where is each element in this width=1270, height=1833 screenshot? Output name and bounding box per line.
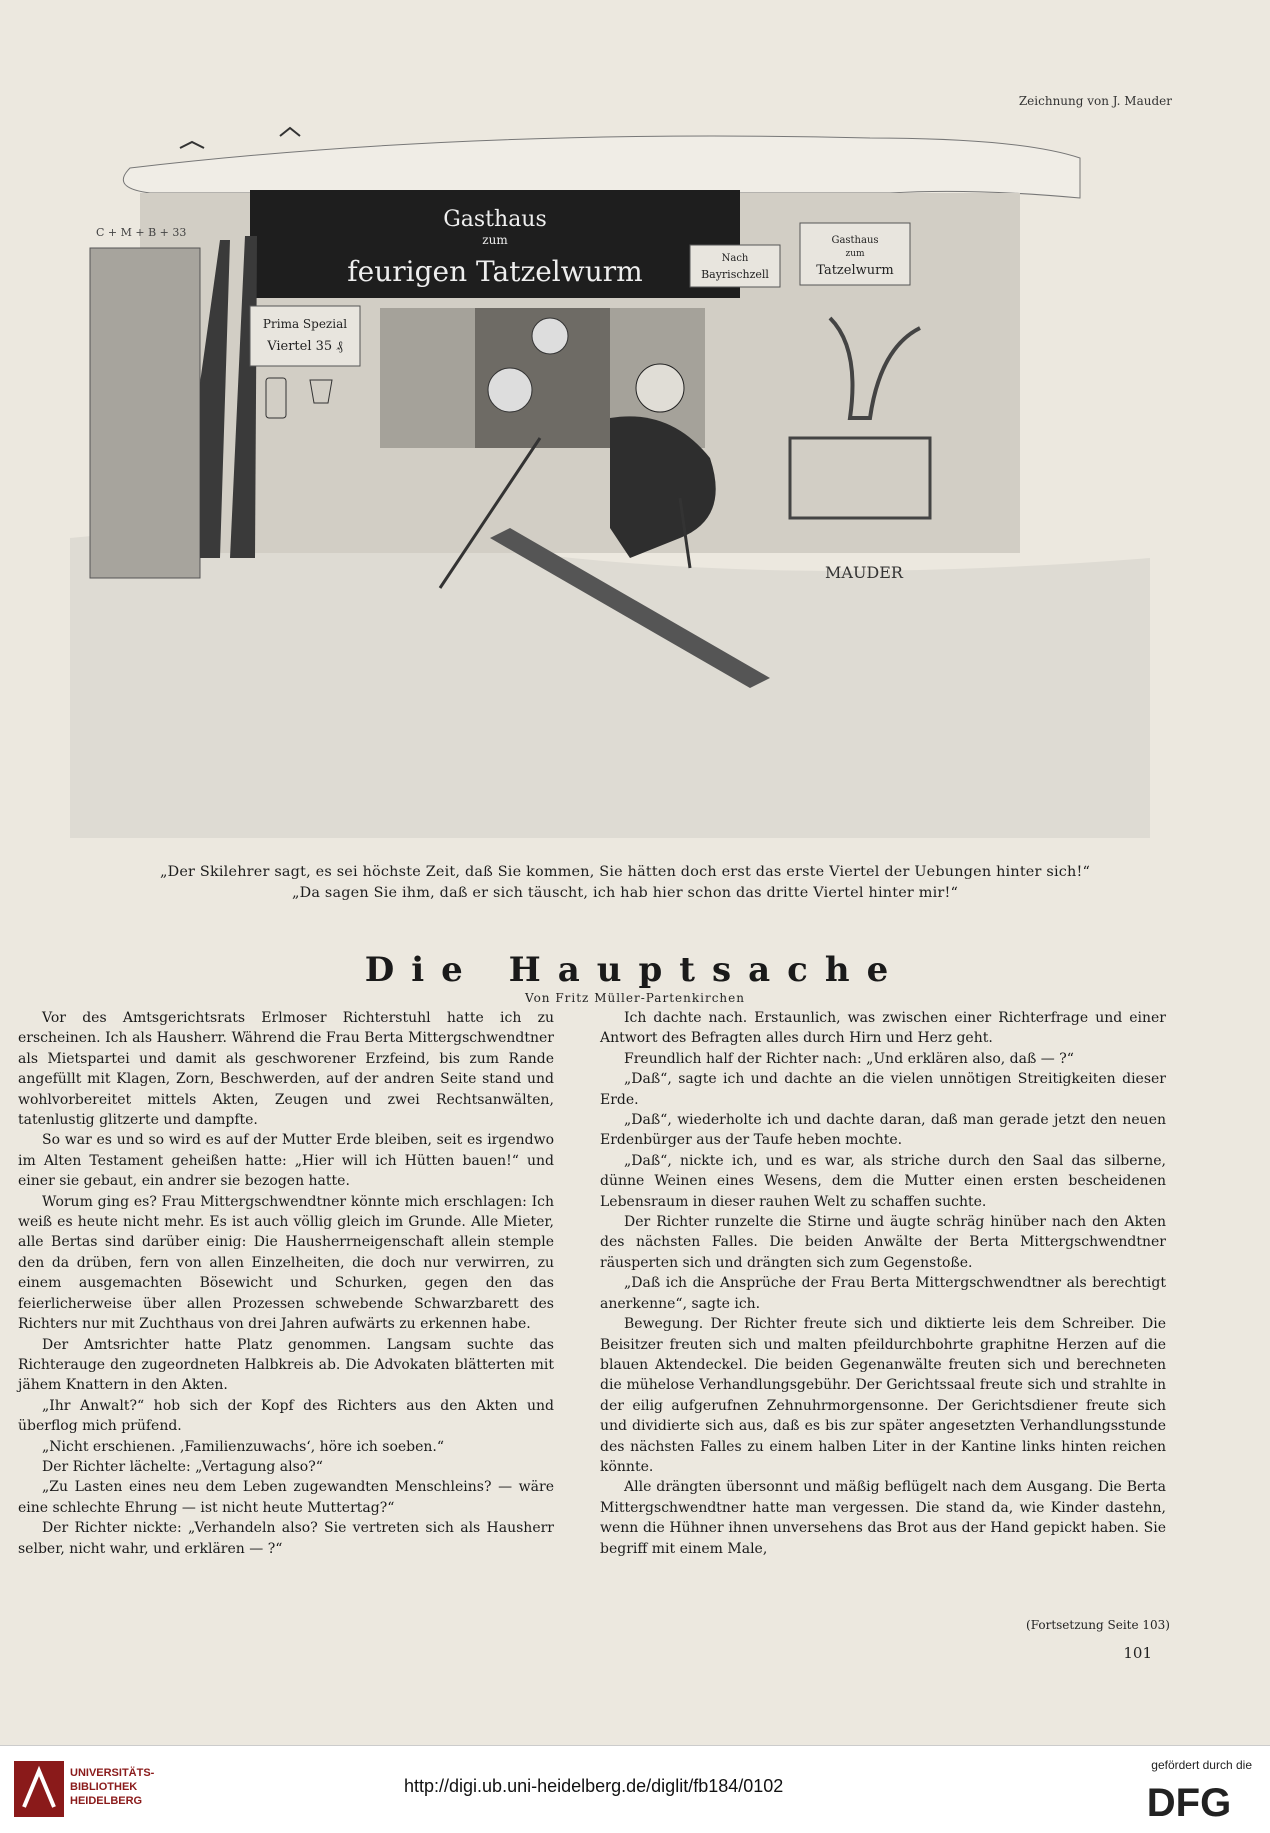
paragraph: „Zu Lasten eines neu dem Leben zugewandten Menschleins? — wäre eine schlechte Ehrung — ist nicht heute Muttertag?“	[18, 1479, 554, 1516]
shutter-left	[380, 308, 475, 448]
direction-sign-line1: Nach	[721, 253, 749, 264]
cartoon-illustration	[70, 118, 1150, 838]
innkeeper-in-window	[488, 368, 532, 412]
door-inscription: C + M + B + 33	[96, 226, 187, 239]
paragraph: „Daß“, nickte ich, und es war, als striche durch den Saal das silberne, dünne Weinen eines Wesens, dem die Mutter einen ersten bescheidenen Lebensraum in dieser rauhen Welt zu schaffen suchte.	[600, 1152, 1166, 1210]
price-sign-line2: Viertel 35 ₰	[267, 339, 343, 354]
institution-name: UNIVERSITÄTS- BIBLIOTHEK HEIDELBERG	[70, 1767, 155, 1807]
paragraph: Vor des Amtsgerichtsrats Erlmoser Richterstuhl hatte ich zu erscheinen. Ich als Hausherr. Während die Frau Berta Mittergschwendtner als Mietspartei und damit als geschworener Erzfeind, bis zum Rande angefüllt mit Klagen, Zorn, Beschwerden, auf der andren Seite stand und wohlvorbereitet mittels Akten, Zeugen und zwei Rechtsanwälten, tatenlustig glitzerte und dampfte.	[18, 1010, 554, 1129]
paragraph: „Daß ich die Ansprüche der Frau Berta Mittergschwendtner als berechtigt anerkenne“, sagte ich.	[600, 1275, 1166, 1312]
paragraph: Ich dachte nach. Erstaunlich, was zwischen einer Richterfrage und einer Antwort des Befragten alles durch Hirn und Herz geht.	[600, 1010, 1166, 1047]
bird-2	[280, 128, 300, 136]
paragraph: Worum ging es? Frau Mittergschwendtner könnte mich erschlagen: Ich weiß es heute nicht mehr. Es ist auch völlig gleich im Grunde. Alle Mieter, alle Bertas sind darüber einig: Die Hausherrneigenschaft allein stemple den da drüben, fern von allen Einzelheiten, die doch nur verwirren, zu einem ausgemachten Bösewicht und Schurken, gegen den das feierlicherweise über allen Prozessen schwebende Schwarzbarett des Richters nur mit Zuchthaus von drei Jahren aufwärts zu erkennen habe.	[18, 1193, 554, 1333]
hanging-sign-line3: Tatzelwurm	[816, 263, 894, 278]
dfg-logo-icon	[1128, 1778, 1250, 1822]
illustration-credit: Zeichnung von J. Mauder	[1018, 94, 1172, 108]
paragraph: Alle drängten übersonnt und mäßig beflügelt nach dem Ausgang. Die Berta Mittergschwendtner hatte man vergessen. Die stand da, wie Kinder dastehn, wenn die Hühner ihnen unversehens das Brot aus der Hand gepickt haben. Sie begriff mit einem Male,	[600, 1479, 1166, 1557]
gasthaus-sign-line2: zum	[482, 233, 508, 247]
viewer-footer	[0, 1745, 1270, 1833]
paragraph: „Daß“, wiederholte ich und dachte daran, daß man gerade jetzt den neuen Erdenbürger aus der Taufe heben mochte.	[600, 1112, 1166, 1149]
skier-head	[636, 364, 684, 412]
paragraph: „Ihr Anwalt?“ hob sich der Kopf des Richters aus den Akten und überflog mich prüfend.	[18, 1397, 554, 1435]
paragraph: Bewegung. Der Richter freute sich und diktierte leis dem Schreiber. Die Beisitzer freuten sich und malten pfeildurchbohrte graphitne Herzen auf die blauen Aktendeckel. Die beiden Gegenanwälte freuten sich und berechneten die mühelose Verhandlungsgebühr. Der Gerichtssaal freute sich und strahlte in der eilig aufgerufnen Zehnuhrmorgensonne. Der Gerichtsdiener freute sich und dividierte sich aus, daß es bis zur später angesetzten Verhandlungsstunde des nächsten Falles zu einem halben Liter in der Kantine links hinten reichen könnte.	[600, 1316, 1166, 1475]
funding-note: gefördert durch die	[1151, 1758, 1252, 1772]
paragraph: Der Amtsrichter hatte Platz genommen. Langsam suchte das Richterauge den zugeordneten Halbkreis ab. Die Advokaten blätterten mit jähem Knattern in den Akten.	[18, 1336, 554, 1394]
paragraph: Freundlich half der Richter nach: „Und erklären also, daß — ?“	[624, 1050, 1074, 1067]
caption-line-1: „Der Skilehrer sagt, es sei höchste Zeit, daß Sie kommen, Sie hätten doch erst das erste Viertel der Uebungen hinter sich!“	[159, 864, 1091, 880]
university-library-logo-icon	[14, 1761, 64, 1817]
cartoon-caption	[70, 862, 1180, 904]
article-title: Die Hauptsache	[364, 950, 906, 990]
artist-signature: MAUDER	[825, 563, 903, 582]
paragraph: „Daß“, sagte ich und dachte an die vielen unnötigen Streitigkeiten dieser Erde.	[600, 1071, 1166, 1108]
caption-line-2: „Da sagen Sie ihm, daß er sich täuscht, ich hab hier schon das dritte Viertel hinter mir!“	[291, 885, 959, 901]
price-sign-line1: Prima Spezial	[262, 317, 348, 331]
gasthaus-sign-line3: feurigen Tatzelwurm	[347, 255, 643, 288]
hanging-sign-line2: zum	[845, 249, 865, 259]
paragraph: Der Richter nickte: „Verhandeln also? Sie vertreten sich als Hausherr selber, nicht wahr, und erklären — ?“	[18, 1520, 554, 1557]
direction-sign-line2: Bayrischzell	[701, 268, 769, 281]
hanging-sign-line1: Gasthaus	[831, 235, 879, 246]
article-author: Von Fritz Müller-Partenkirchen	[525, 991, 745, 1005]
gasthaus-sign-line1: Gasthaus	[443, 207, 547, 232]
woman-in-window	[532, 318, 568, 354]
bird-1	[180, 142, 204, 148]
page-number: 101	[1123, 1644, 1152, 1662]
paragraph: „Nicht erschienen. ‚Familienzuwachs‘, höre ich soeben.“	[42, 1438, 445, 1455]
dfg-logo-text: DFG	[1146, 1781, 1232, 1822]
article-column-right	[600, 1008, 1166, 1559]
paragraph: So war es und so wird es auf der Mutter Erde bleiben, seit es irgendwo im Alten Testament geheißen hatte: „Hier will ich Hütten bauen!“ und einer sie gebaut, ein andrer sie bezogen hatte.	[18, 1132, 554, 1190]
permalink[interactable]: http://digi.ub.uni-heidelberg.de/diglit/fb184/0102	[404, 1776, 784, 1796]
paragraph: Der Richter lächelte: „Vertagung also?“	[42, 1458, 323, 1475]
continuation-note: (Fortsetzung Seite 103)	[1026, 1618, 1170, 1632]
paragraph: Der Richter runzelte die Stirne und äugte schräg hinüber nach den Akten des nächsten Falles. Die beiden Anwälte der Berta Mittergschwendtner räusperten sich und drängten sich zum Gegenstoße.	[600, 1214, 1166, 1271]
article-column-left	[18, 1008, 554, 1559]
